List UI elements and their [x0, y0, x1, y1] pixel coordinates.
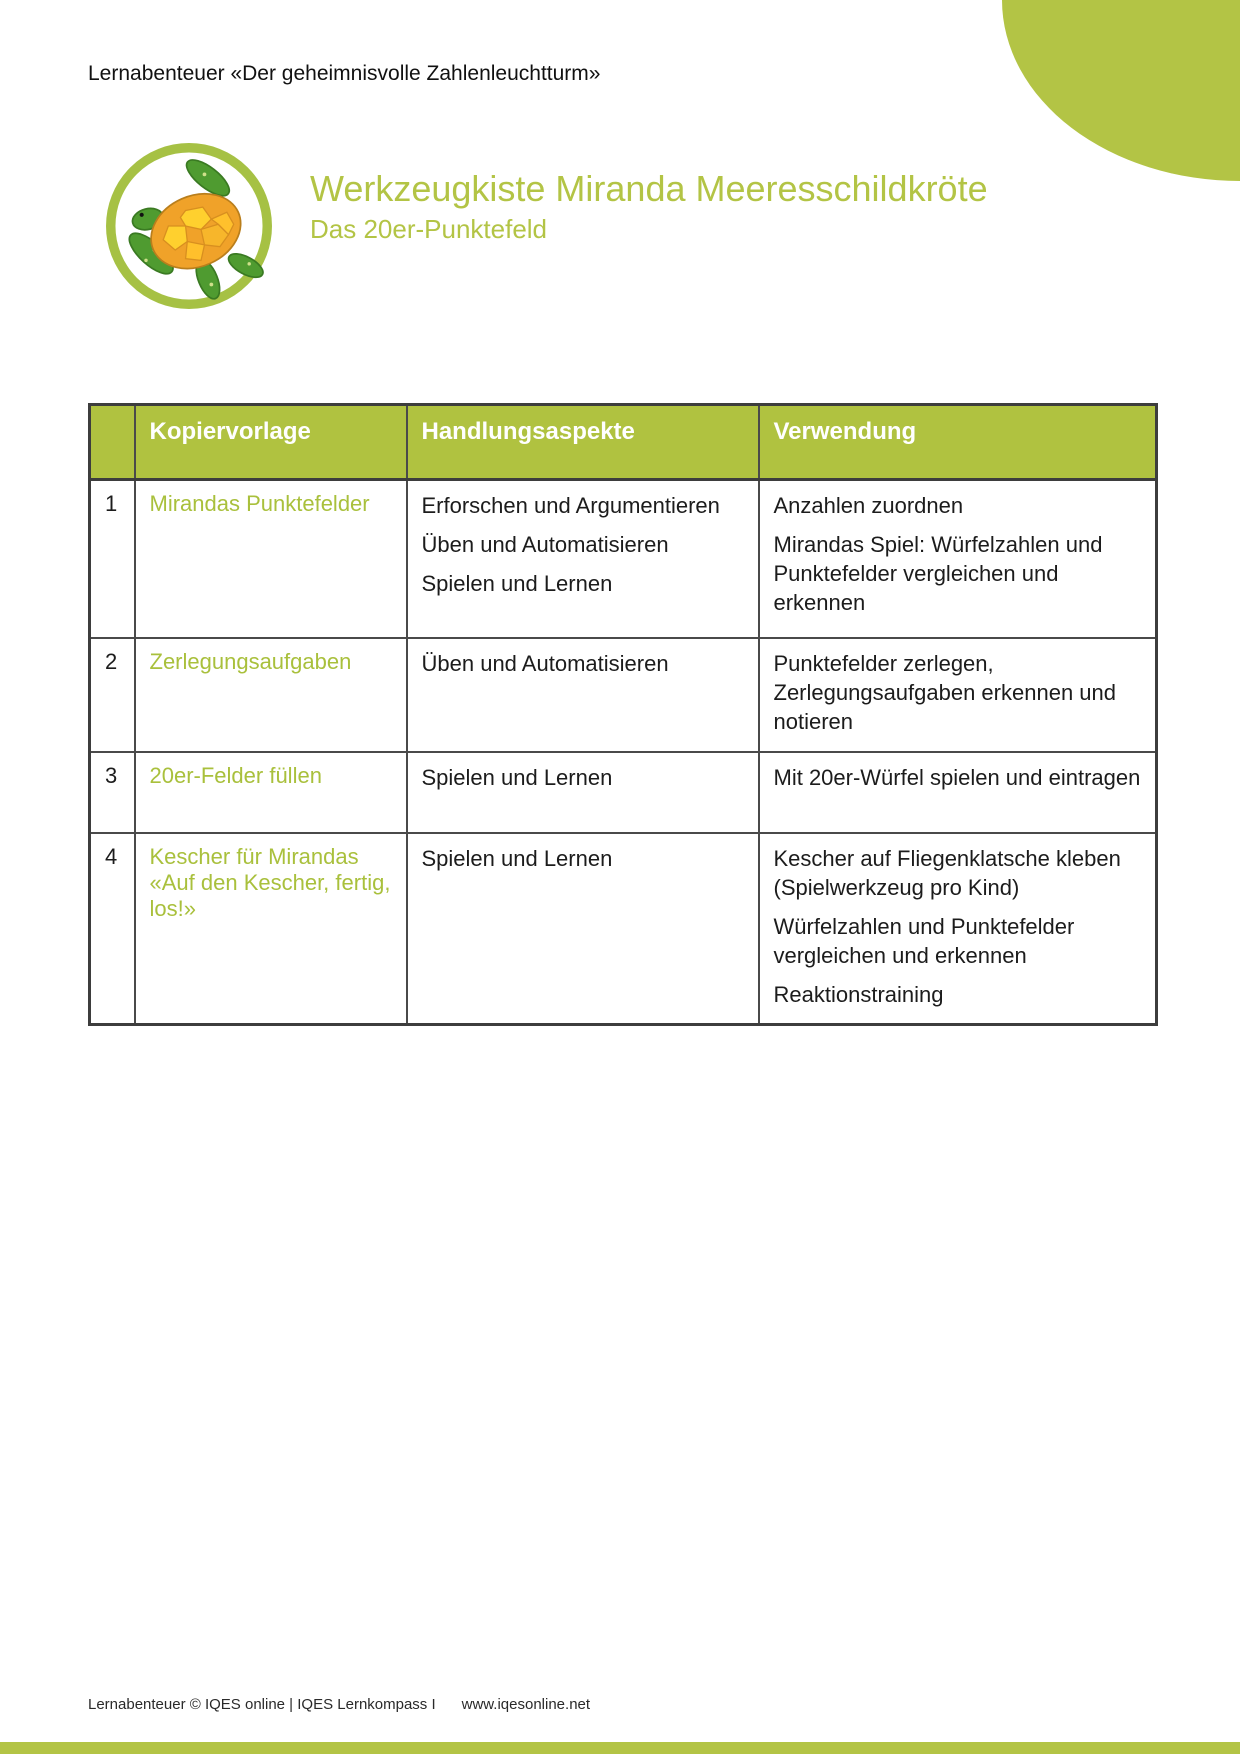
kopiervorlage-link[interactable]: Zerlegungsaufgaben — [135, 638, 407, 752]
table-row — [90, 480, 1157, 638]
footer-website-link[interactable]: www.iqesonline.net — [461, 1696, 591, 1713]
verwendung-cell — [759, 833, 1157, 1025]
cell-paragraph: Spielen und Lernen — [421, 764, 613, 790]
cell-paragraph: Spielen und Lernen — [421, 571, 613, 596]
handlungsaspekte-cell — [407, 752, 759, 833]
table-row — [90, 638, 1157, 752]
header-cell-number — [90, 405, 135, 480]
cell-paragraph: Üben und Automatisieren — [421, 650, 669, 676]
turtle-logo-graphic — [103, 140, 275, 312]
handlungsaspekte-cell — [407, 833, 759, 1025]
cell-paragraph: Anzahlen zuordnen — [773, 493, 964, 518]
row-number: 1 — [90, 480, 135, 638]
header-cell-verwendung: Verwendung — [759, 405, 1157, 480]
header-cell-handlungsaspekte: Handlungsaspekte — [407, 405, 759, 480]
handlungsaspekte-cell — [407, 638, 759, 752]
handlungsaspekte-cell — [407, 480, 759, 638]
page-bottom-bar — [0, 1742, 1240, 1754]
header-cell-kopiervorlage: Kopiervorlage — [135, 405, 407, 480]
footer-copyright: Lernabenteuer © IQES online | IQES Lernkompass I — [88, 1696, 436, 1713]
kopiervorlage-link[interactable]: Kescher für Mirandas «Auf den Kescher, fertig, los!» — [135, 833, 407, 1025]
table-header-row — [90, 405, 1157, 480]
kopiervorlage-link[interactable]: Mirandas Punktefelder — [135, 480, 407, 638]
kopiervorlagen-table — [88, 403, 1158, 1026]
page-header-text: Lernabenteuer «Der geheimnisvolle Zahlenleuchtturm» — [88, 62, 601, 85]
cell-paragraph: Würfelzahlen und Punktefelder vergleichen und erkennen — [773, 913, 1075, 968]
cell-paragraph: Mit 20er-Würfel spielen und eintragen — [773, 764, 1141, 790]
corner-decoration — [1002, 0, 1240, 181]
verwendung-cell — [759, 480, 1157, 638]
title-block — [310, 168, 1070, 244]
verwendung-cell — [759, 638, 1157, 752]
table-row — [90, 833, 1157, 1025]
miranda-sea-turtle-logo — [103, 140, 275, 312]
table-row — [90, 752, 1157, 833]
page-footer — [88, 1696, 590, 1713]
kopiervorlage-link[interactable]: 20er-Felder füllen — [135, 752, 407, 833]
page-title: Werkzeugkiste Miranda Meeresschildkröte — [310, 168, 988, 209]
cell-paragraph: Üben und Automatisieren — [421, 532, 669, 557]
cell-paragraph: Punktefelder zerlegen, Zerlegungsaufgaben erkennen und notieren — [773, 650, 1116, 734]
verwendung-cell — [759, 752, 1157, 833]
row-number: 4 — [90, 833, 135, 1025]
cell-paragraph: Reaktionstraining — [773, 981, 944, 1007]
page-subtitle: Das 20er-Punktefeld — [310, 214, 548, 244]
cell-paragraph: Mirandas Spiel: Würfelzahlen und Punktefelder vergleichen und erkennen — [773, 532, 1103, 615]
cell-paragraph: Spielen und Lernen — [421, 845, 613, 871]
row-number: 3 — [90, 752, 135, 833]
cell-paragraph: Erforschen und Argumentieren — [421, 493, 720, 518]
cell-paragraph: Kescher auf Fliegenklatsche kleben (Spielwerkzeug pro Kind) — [773, 845, 1121, 900]
row-number: 2 — [90, 638, 135, 752]
